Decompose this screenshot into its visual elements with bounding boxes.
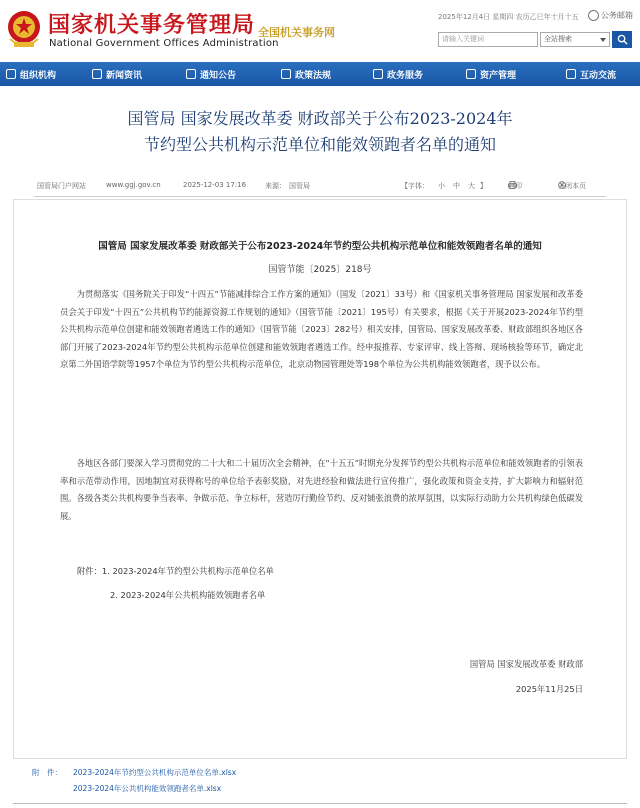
- nav-item-assets[interactable]: [466, 62, 516, 86]
- current-date: 2025年12月4日 星期四 农历乙巳年十月十五: [438, 13, 579, 21]
- nav-item-interaction[interactable]: [566, 62, 616, 86]
- meta-divider: [34, 196, 606, 197]
- font-large-button[interactable]: 大: [468, 182, 475, 190]
- notice-icon: [186, 69, 196, 79]
- font-small-button[interactable]: 小: [438, 182, 445, 190]
- chevron-down-icon: [600, 38, 606, 42]
- search-scope-select[interactable]: [540, 32, 610, 47]
- font-size-close: 】: [480, 182, 487, 190]
- interaction-icon: [566, 69, 576, 79]
- print-label: 打印: [508, 182, 522, 190]
- nav-item-label: 组织机构: [20, 70, 57, 81]
- sign-date: 2025年11月25日: [515, 684, 583, 694]
- search-scope-value: 全站搜索: [544, 35, 572, 43]
- site-logo-subtitle: National Government Offices Administration: [49, 38, 279, 49]
- policy-icon: [281, 69, 291, 79]
- nav-item-label: 新闻资讯: [106, 70, 143, 81]
- font-medium-button[interactable]: 中: [453, 182, 460, 190]
- attachment-file-link[interactable]: 2023-2024年公共机构能效领跑者名单.xlsx: [73, 784, 222, 793]
- site-header: [0, 0, 640, 62]
- paragraph-2: 各地区各部门要深入学习贯彻党的二十大和二十届历次全会精神，在“十五五”时期充分发挥节约型公共机构示范单位和能效领跑者的引领表率和示范带动作用，因地制宜对获得称号的单位给予表彰奖励，对先进经验和做法进行宣传推广，强化政策和资金支持，扩大影响力和辐射范围。各级各类公共机构要争当表率、争做示范、争立标杆，营造厉行勤俭节约、反对铺张浪费的浓厚氛围，以实际行动助力公共机构绿色低碳发展。: [60, 458, 584, 521]
- attachment-file-link[interactable]: 2023-2024年节约型公共机构示范单位名单.xlsx: [73, 768, 237, 777]
- meta-source: 国管局: [289, 182, 310, 190]
- nav-item-services[interactable]: [373, 62, 423, 86]
- nav-item-notices[interactable]: [186, 62, 236, 86]
- search-input[interactable]: 请输入关键词: [438, 32, 538, 47]
- nav-item-label: 互动交流: [580, 70, 617, 81]
- main-nav: [0, 62, 640, 86]
- nav-item-organization[interactable]: [6, 62, 56, 86]
- attachments-label: 附 件：: [32, 768, 62, 777]
- search-button[interactable]: [612, 31, 632, 48]
- mailbox-link[interactable]: [588, 10, 633, 21]
- document-title: 国管局 国家发展改革委 财政部关于公布2023-2024年节约型公共机构示范单位和能效领跑者名单的通知: [98, 241, 542, 252]
- document-number: 国管节能〔2025〕218号: [268, 265, 372, 275]
- meta-url: www.ggj.gov.cn: [106, 181, 161, 189]
- nav-item-label: 政策法规: [295, 70, 332, 81]
- news-icon: [92, 69, 102, 79]
- mail-icon: [588, 10, 599, 21]
- signatories: 国管局 国家发展改革委 财政部: [469, 659, 583, 669]
- font-size-label: 【字体：: [401, 182, 429, 190]
- article-meta: [0, 181, 640, 193]
- attachment-list-2: 2. 2023-2024年公共机构能效领跑者名单: [110, 590, 266, 600]
- page-title-line-1: 国管局 国家发展改革委 财政部关于公布2023-2024年: [127, 109, 513, 128]
- nav-item-label: 资产管理: [480, 70, 517, 81]
- close-page-label: 关闭本页: [558, 182, 586, 190]
- print-button[interactable]: [508, 181, 522, 190]
- footer-divider: [13, 803, 627, 804]
- attachment-list-1: 附件：1. 2023-2024年节约型公共机构示范单位名单: [77, 566, 274, 576]
- paragraph-1: 为贯彻落实《国务院关于印发“十四五”节能减排综合工作方案的通知》（国发〔2021〕33号）和《国家机关事务管理局 国家发展和改革委员会关于印发“十四五”公共机构节约能源资源工作规划的通知》（国管节能〔2021〕195号）有关要求，根据《关于开展2023-2024年节约型公共机构示范单位创建和能效领跑者遴选工作的通知》（国管节能〔2023〕282号）相关安排，国管局、国家发展改革委、财政部组织各地区各部门开展了2023-2024年节约型公共机构示范单位创建和能效领跑者遴选工作。经申报推荐、专家评审、线上答辩、现场核验等环节，确定北京第二外国语学院等1957个单位为节约型公共机构示范单位，北京动物园管理处等198个单位为公共机构能效领跑者，现予以公布。: [60, 289, 583, 370]
- national-emblem-icon: [6, 9, 42, 49]
- services-icon: [373, 69, 383, 79]
- assets-icon: [466, 69, 476, 79]
- page-title-line-2: 节约型公共机构示范单位和能效领跑者名单的通知: [143, 135, 496, 154]
- mailbox-label: 公务邮箱: [601, 11, 633, 20]
- nav-item-news[interactable]: [92, 62, 142, 86]
- national-affairs-link[interactable]: 全国机关事务网: [258, 26, 335, 39]
- site-logo-title[interactable]: 国家机关事务管理局: [48, 12, 256, 38]
- nav-item-policies[interactable]: [281, 62, 331, 86]
- page-title: [0, 106, 640, 158]
- close-page-button[interactable]: [558, 181, 586, 190]
- nav-item-label: 政务服务: [387, 70, 424, 81]
- meta-source-label: 来源：: [265, 182, 286, 190]
- meta-source-site: 国管局门户网站: [37, 182, 86, 190]
- search-icon: [617, 34, 628, 45]
- organization-icon: [6, 69, 16, 79]
- meta-datetime: 2025-12-03 17:16: [183, 181, 247, 189]
- nav-item-label: 通知公告: [200, 70, 237, 81]
